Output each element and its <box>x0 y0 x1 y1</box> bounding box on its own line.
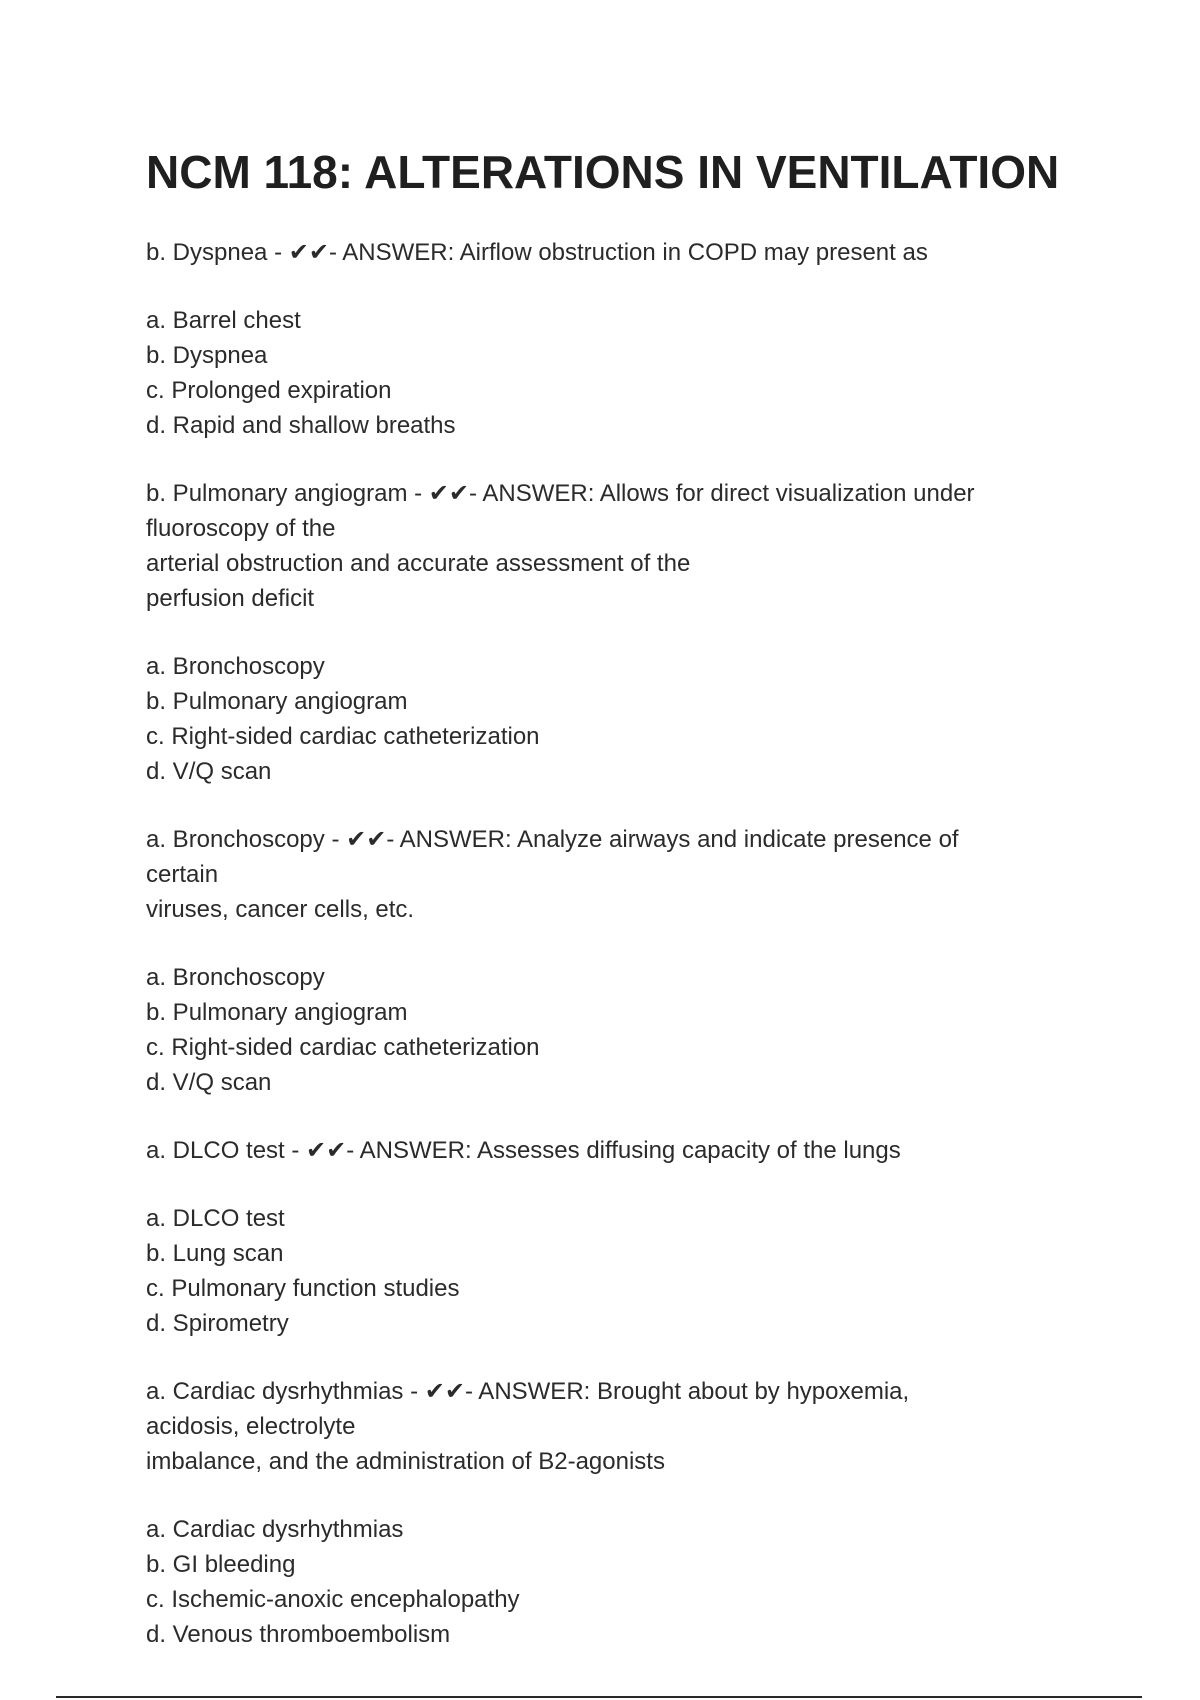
answer-line: fluoroscopy of the <box>146 515 336 542</box>
answer-line: viruses, cancer cells, etc. <box>146 896 415 923</box>
option-item: c. Right-sided cardiac catheterization <box>146 1034 540 1061</box>
option-item: b. Lung scan <box>146 1240 284 1267</box>
page-title: NCM 118: ALTERATIONS IN VENTILATION <box>146 146 1060 198</box>
answer-line: a. Bronchoscopy - ✔✔- ANSWER: Analyze airways and indicate presence of <box>146 826 959 853</box>
answer-line: a. DLCO test - ✔✔- ANSWER: Assesses diffusing capacity of the lungs <box>146 1137 901 1164</box>
option-item: a. Bronchoscopy <box>146 653 325 680</box>
option-item: a. Cardiac dysrhythmias <box>146 1516 404 1543</box>
qa-block <box>146 1374 1086 1652</box>
option-item: c. Pulmonary function studies <box>146 1275 460 1302</box>
answer-paragraph <box>146 1133 1086 1168</box>
option-item: d. V/Q scan <box>146 1069 272 1096</box>
option-item: a. Barrel chest <box>146 307 301 334</box>
option-item: b. Dyspnea <box>146 342 268 369</box>
answer-line: acidosis, electrolyte <box>146 1413 356 1440</box>
answer-line: a. Cardiac dysrhythmias - ✔✔- ANSWER: Brought about by hypoxemia, <box>146 1378 910 1405</box>
answer-line: b. Pulmonary angiogram - ✔✔- ANSWER: Allows for direct visualization under <box>146 480 975 507</box>
answer-paragraph <box>146 235 1086 270</box>
answer-paragraph <box>146 822 1086 927</box>
option-item: c. Right-sided cardiac catheterization <box>146 723 540 750</box>
answer-line: certain <box>146 861 219 888</box>
option-item: b. Pulmonary angiogram <box>146 688 408 715</box>
answer-line: b. Dyspnea - ✔✔- ANSWER: Airflow obstruction in COPD may present as <box>146 239 928 266</box>
document-page <box>146 145 1086 1685</box>
option-item: b. GI bleeding <box>146 1551 296 1578</box>
option-item: d. V/Q scan <box>146 758 272 785</box>
option-item: a. DLCO test <box>146 1205 285 1232</box>
options-list <box>146 960 1086 1100</box>
answer-line: perfusion deficit <box>146 585 315 612</box>
options-list <box>146 1512 1086 1652</box>
option-item: b. Pulmonary angiogram <box>146 999 408 1026</box>
option-item: a. Bronchoscopy <box>146 964 325 991</box>
option-item: d. Spirometry <box>146 1310 289 1337</box>
qa-block <box>146 235 1086 443</box>
qa-block <box>146 822 1086 1100</box>
answer-paragraph <box>146 1374 1086 1479</box>
qa-block <box>146 476 1086 789</box>
options-list <box>146 649 1086 789</box>
footer-divider <box>56 1696 1142 1698</box>
answer-line: imbalance, and the administration of B2-agonists <box>146 1448 665 1475</box>
options-list <box>146 303 1086 443</box>
option-item: d. Venous thromboembolism <box>146 1621 451 1648</box>
answer-line: arterial obstruction and accurate assessment of the <box>146 550 691 577</box>
option-item: c. Prolonged expiration <box>146 377 392 404</box>
option-item: c. Ischemic-anoxic encephalopathy <box>146 1586 520 1613</box>
qa-block <box>146 1133 1086 1341</box>
options-list <box>146 1201 1086 1341</box>
answer-paragraph <box>146 476 1086 616</box>
option-item: d. Rapid and shallow breaths <box>146 412 456 439</box>
